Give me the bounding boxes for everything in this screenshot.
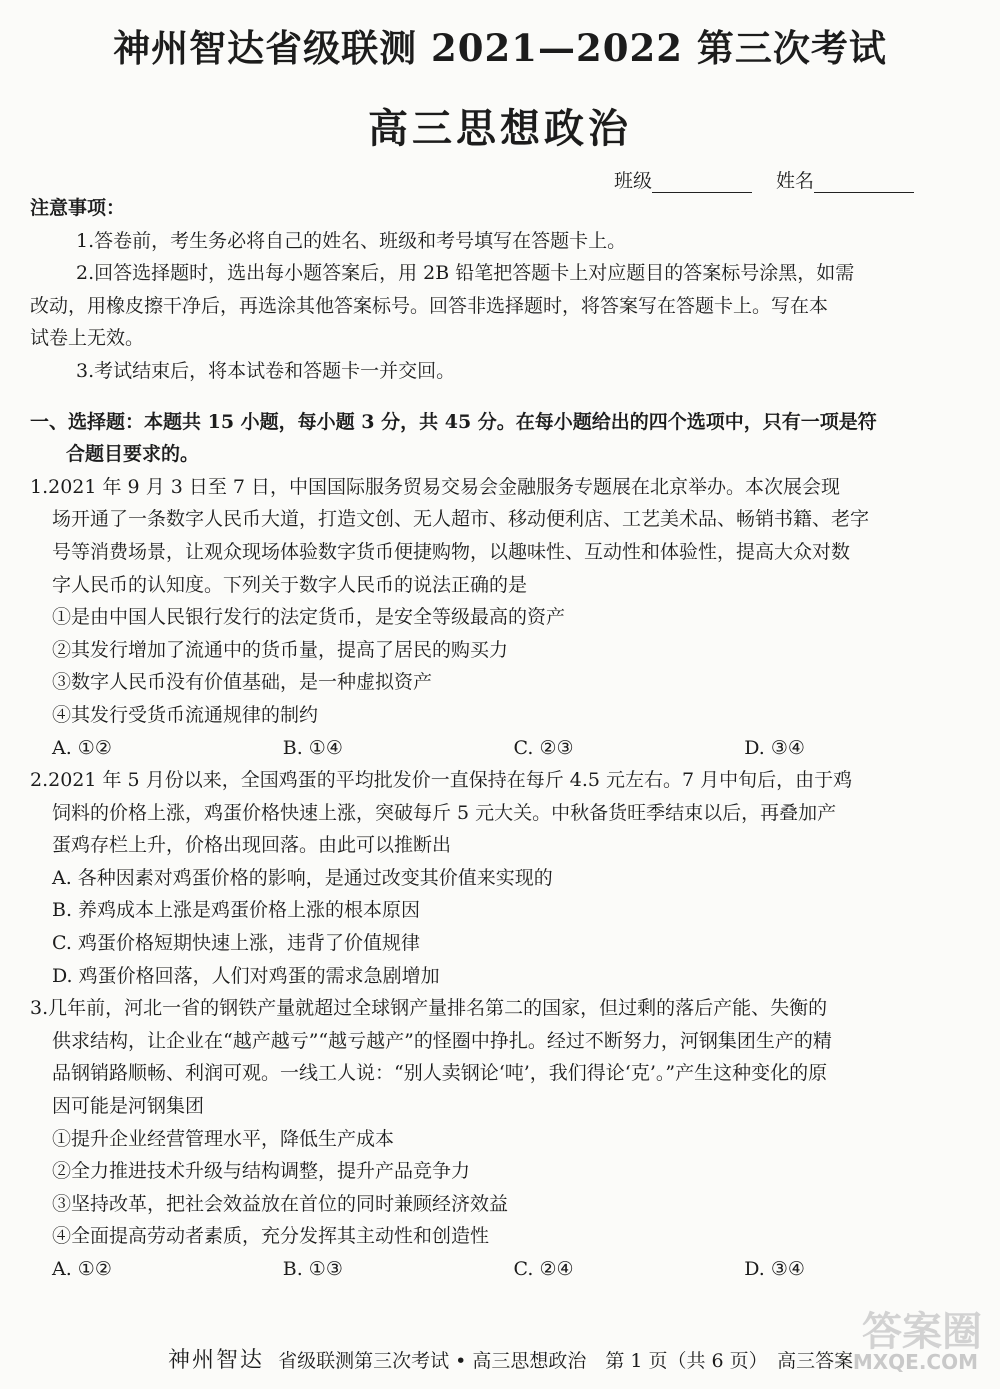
q2-stem-3: 蛋鸡存栏上升，价格出现回落。由此可以推断出 [52,834,452,857]
q3-statement-1: ①提升企业经营管理水平，降低生产成本 [52,1127,395,1150]
page-footer [168,1343,853,1374]
q2-option-d: D. 鸡蛋价格回落，人们对鸡蛋的需求急剧增加 [52,964,440,987]
q1-statement-1: ①是由中国人民银行发行的法定货币，是安全等级最高的资产 [52,606,566,629]
q2-option-c: C. 鸡蛋价格短期快速上涨，违背了价值规律 [52,932,420,955]
q1-option-c: C. ②③ [513,736,574,759]
q3-options [30,1253,975,1286]
q3-stem-3: 品钢销路顺畅、利润可观。一线工人说：“别人卖钢论‘吨’，我们得论‘克’。”产生这种变化的原 [52,1062,828,1085]
q3-statement-3: ③坚持改革，把社会效益放在首位的同时兼顾经济效益 [52,1192,509,1215]
q3-statement-2: ②全力推进技术升级与结构调整，提升产品竞争力 [52,1160,471,1183]
section-heading: 一、选择题：本题共 15 小题，每小题 3 分，共 45 分。在每小题给出的四个选项中，只有一项是符 [30,410,877,433]
exam-content [30,192,975,1286]
q1-option-b: B. ①④ [282,736,343,759]
q1-stem-2: 场开通了一条数字人民币大道，打造文创、无人超市、移动便利店、工艺美术品、畅销书籍、老字 [52,508,870,531]
notice-item-3: 3.考试结束后，将本试卷和答题卡一并交回。 [76,359,456,382]
q2-stem: 2.2021 年 5 月份以来，全国鸡蛋的平均批发价一直保持在每斤 4.5 元左右。7 月中旬后，由于鸡 [30,769,853,792]
q3-stem-4: 因可能是河钢集团 [52,1095,205,1118]
q1-statement-3: ③数字人民币没有价值基础，是一种虚拟资产 [52,671,433,694]
notice-item-2-cont: 改动，用橡皮擦干净后，再选涂其他答案标号。回答非选择题时，将答案写在答题卡上。写在本 [30,294,829,317]
q1-statement-2: ②其发行增加了流通中的货币量，提高了居民的购买力 [52,638,509,661]
section-heading-cont: 合题目要求的。 [66,443,200,466]
q1-stem-3: 号等消费场景，让观众现场体验数字货币便捷购物，以趣味性、互动性和体验性，提高大众对数 [52,540,851,563]
q2-option-a: A. 各种因素对鸡蛋价格的影响，是通过改变其价值来实现的 [52,866,553,889]
notice-item-2-end: 试卷上无效。 [30,327,145,350]
q3-option-d: D. ③④ [744,1258,805,1280]
q1-option-d: D. ③④ [744,736,805,759]
q2-option-b: B. 养鸡成本上涨是鸡蛋价格上涨的根本原因 [52,899,421,922]
q3-option-b: B. ①③ [282,1258,343,1280]
footer-brand: 神州智达 [168,1348,265,1373]
class-blank[interactable] [652,172,752,193]
footer-text: 省级联测第三次考试 • 高三思想政治 第 1 页（共 6 页） 高三答案 [278,1350,854,1372]
exam-title: 神州智达省级联测 2021—2022 第三次考试 [113,26,887,70]
q2-stem-2: 饲料的价格上涨，鸡蛋价格快速上涨，突破每斤 5 元大关。中秋备货旺季结束以后，再叠加产 [52,801,837,824]
watermark-url: MXQE.COM [852,1350,978,1374]
exam-subject: 高三思想政治 [368,105,632,152]
q3-option-c: C. ②④ [513,1258,574,1280]
student-info-fields [614,166,914,193]
q3-stem: 3.几年前，河北一省的钢铁产量就超过全球钢产量排名第二的国家，但过剩的落后产能、失衡的 [30,997,828,1020]
q1-statement-4: ④其发行受货币流通规律的制约 [52,703,319,726]
q3-stem-2: 供求结构，让企业在“越产越亏”“越亏越产”的怪圈中挣扎。经过不断努力，河钢集团生产的精 [52,1029,832,1052]
watermark-logo: 答案圈 [862,1309,982,1355]
q1-stem-4: 字人民币的认知度。下列关于数字人民币的说法正确的是 [52,573,528,596]
name-label: 姓名 [776,170,815,192]
notice-heading: 注意事项： [30,197,126,219]
notice-item-2: 2.回答选择题时，选出每小题答案后，用 2B 铅笔把答题卡上对应题目的答案标号涂黑，如需 [76,262,855,285]
notice-item-1: 1.答卷前，考生务必将自己的姓名、班级和考号填写在答题卡上。 [76,229,627,252]
name-blank[interactable] [814,172,914,193]
q3-statement-4: ④全面提高劳动者素质，充分发挥其主动性和创造性 [52,1225,490,1248]
class-label: 班级 [614,170,653,192]
q3-option-a: A. ①② [52,1258,112,1280]
q1-option-a: A. ①② [52,736,112,759]
q1-options [30,732,975,765]
q1-stem: 1.2021 年 9 月 3 日至 7 日，中国国际服务贸易交易会金融服务专题展在北京举办。本次展会现 [30,475,841,498]
